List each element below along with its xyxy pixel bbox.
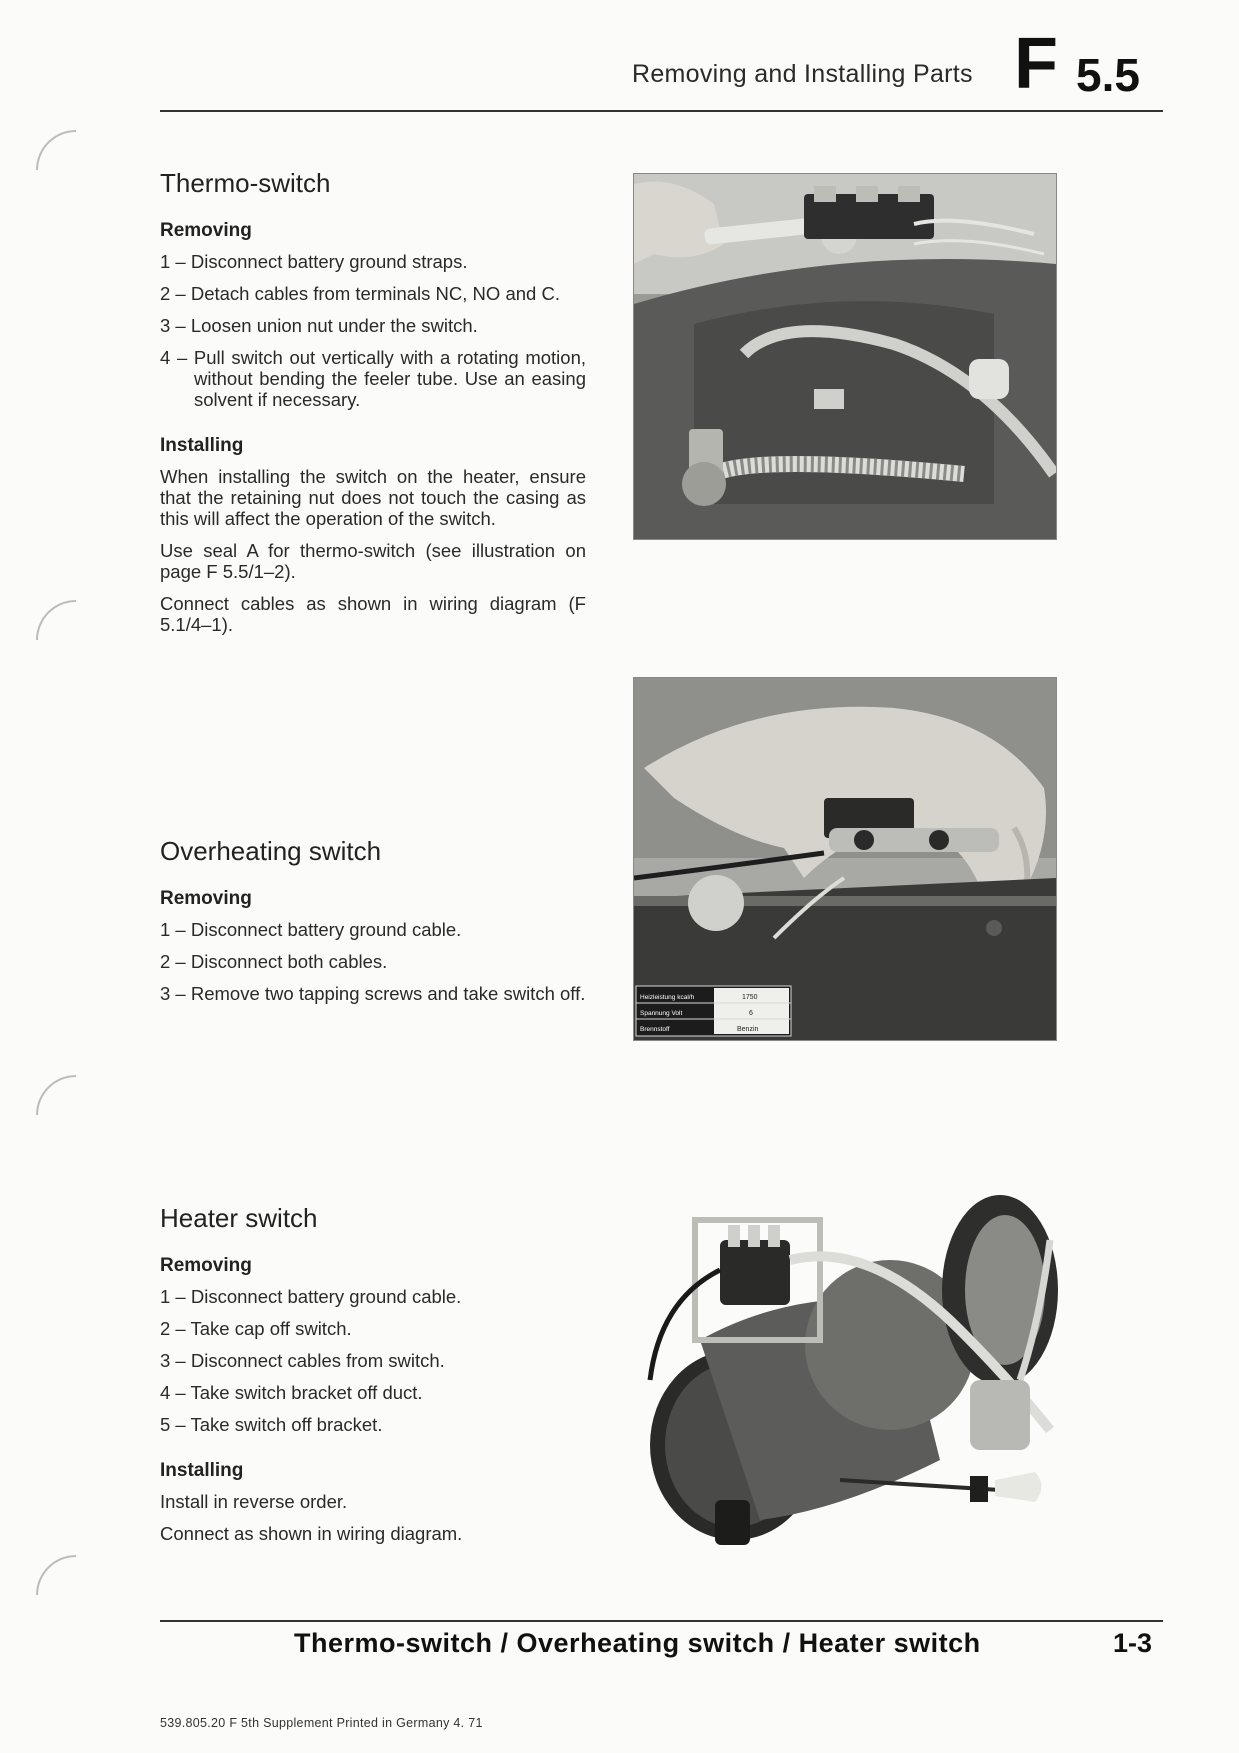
page-header-title: Removing and Installing Parts: [632, 60, 973, 88]
plate-label: Brennstoff: [640, 1026, 670, 1033]
footer-rule: [160, 1620, 1163, 1622]
step-item: 3 – Loosen union nut under the switch.: [160, 315, 478, 336]
step-item: 1 – Disconnect battery ground straps.: [160, 251, 468, 272]
page-number: 1-3: [1113, 1628, 1153, 1658]
plate-label: Spannung Volt: [640, 1010, 683, 1017]
section-letter: F: [1014, 24, 1058, 104]
installing-heading: Installing: [160, 1460, 244, 1481]
heater-switch-illustration: [640, 1180, 1060, 1555]
margin-mark: [36, 1075, 76, 1115]
step-item: 3 – Remove two tapping screws and take switch off.: [160, 983, 586, 1004]
heater-switch-photo: [640, 1180, 1060, 1555]
imprint: 539.805.20 F 5th Supplement Printed in Germany 4. 71: [160, 1716, 483, 1730]
header-rule: [160, 110, 1163, 112]
step-item: 1 – Disconnect battery ground cable.: [160, 1286, 462, 1307]
overheating-switch-illustration: [634, 678, 1056, 1040]
thermo-switch-illustration: [634, 174, 1056, 539]
step-item: 2 – Disconnect both cables.: [160, 951, 388, 972]
margin-mark: [36, 1555, 76, 1595]
removing-heading: Removing: [160, 220, 252, 241]
plate-value: 6: [749, 1010, 753, 1017]
thermo-switch-section: [160, 168, 586, 635]
plate-label: Heizleistung kcal/h: [640, 994, 695, 1001]
plate-value: 1750: [742, 994, 758, 1001]
section-title: Heater switch: [160, 1203, 318, 1233]
section-title: Overheating switch: [160, 836, 382, 866]
step-item: 2 – Detach cables from terminals NC, NO and C.: [160, 283, 560, 304]
removing-heading: Removing: [160, 888, 252, 909]
step-item: 1 – Disconnect battery ground cable.: [160, 919, 462, 940]
step-item: 3 – Disconnect cables from switch.: [160, 1350, 445, 1371]
step-item: 4 – Pull switch out vertically with a rotating motion, without bending the feeler tube. Use an easing solvent if necessary.: [160, 347, 586, 410]
footer-title: Thermo-switch / Overheating switch / Heater switch: [294, 1628, 981, 1658]
margin-mark: [36, 600, 76, 640]
installing-heading: Installing: [160, 435, 244, 456]
thermo-switch-photo: [633, 173, 1057, 540]
heater-switch-section: [160, 1203, 586, 1544]
overheating-switch-photo: [633, 677, 1057, 1041]
overheating-switch-section: [160, 836, 586, 1004]
removing-heading: Removing: [160, 1255, 252, 1276]
step-item: 4 – Take switch bracket off duct.: [160, 1382, 423, 1403]
margin-mark: [36, 130, 76, 170]
paragraph: Connect cables as shown in wiring diagram (F 5.1/4–1).: [160, 593, 586, 635]
section-title: Thermo-switch: [160, 168, 331, 198]
section-number: 5.5: [1076, 49, 1140, 101]
paragraph: Connect as shown in wiring diagram.: [160, 1523, 463, 1544]
step-item: 5 – Take switch off bracket.: [160, 1414, 383, 1435]
paragraph: Use seal A for thermo-switch (see illustration on page F 5.5/1–2).: [160, 540, 586, 582]
paragraph: When installing the switch on the heater, ensure that the retaining nut does not touch the casing as this will affect the operation of the switch.: [160, 466, 586, 529]
step-item: 2 – Take cap off switch.: [160, 1318, 352, 1339]
paragraph: Install in reverse order.: [160, 1491, 348, 1512]
plate-value: Benzin: [737, 1026, 759, 1033]
